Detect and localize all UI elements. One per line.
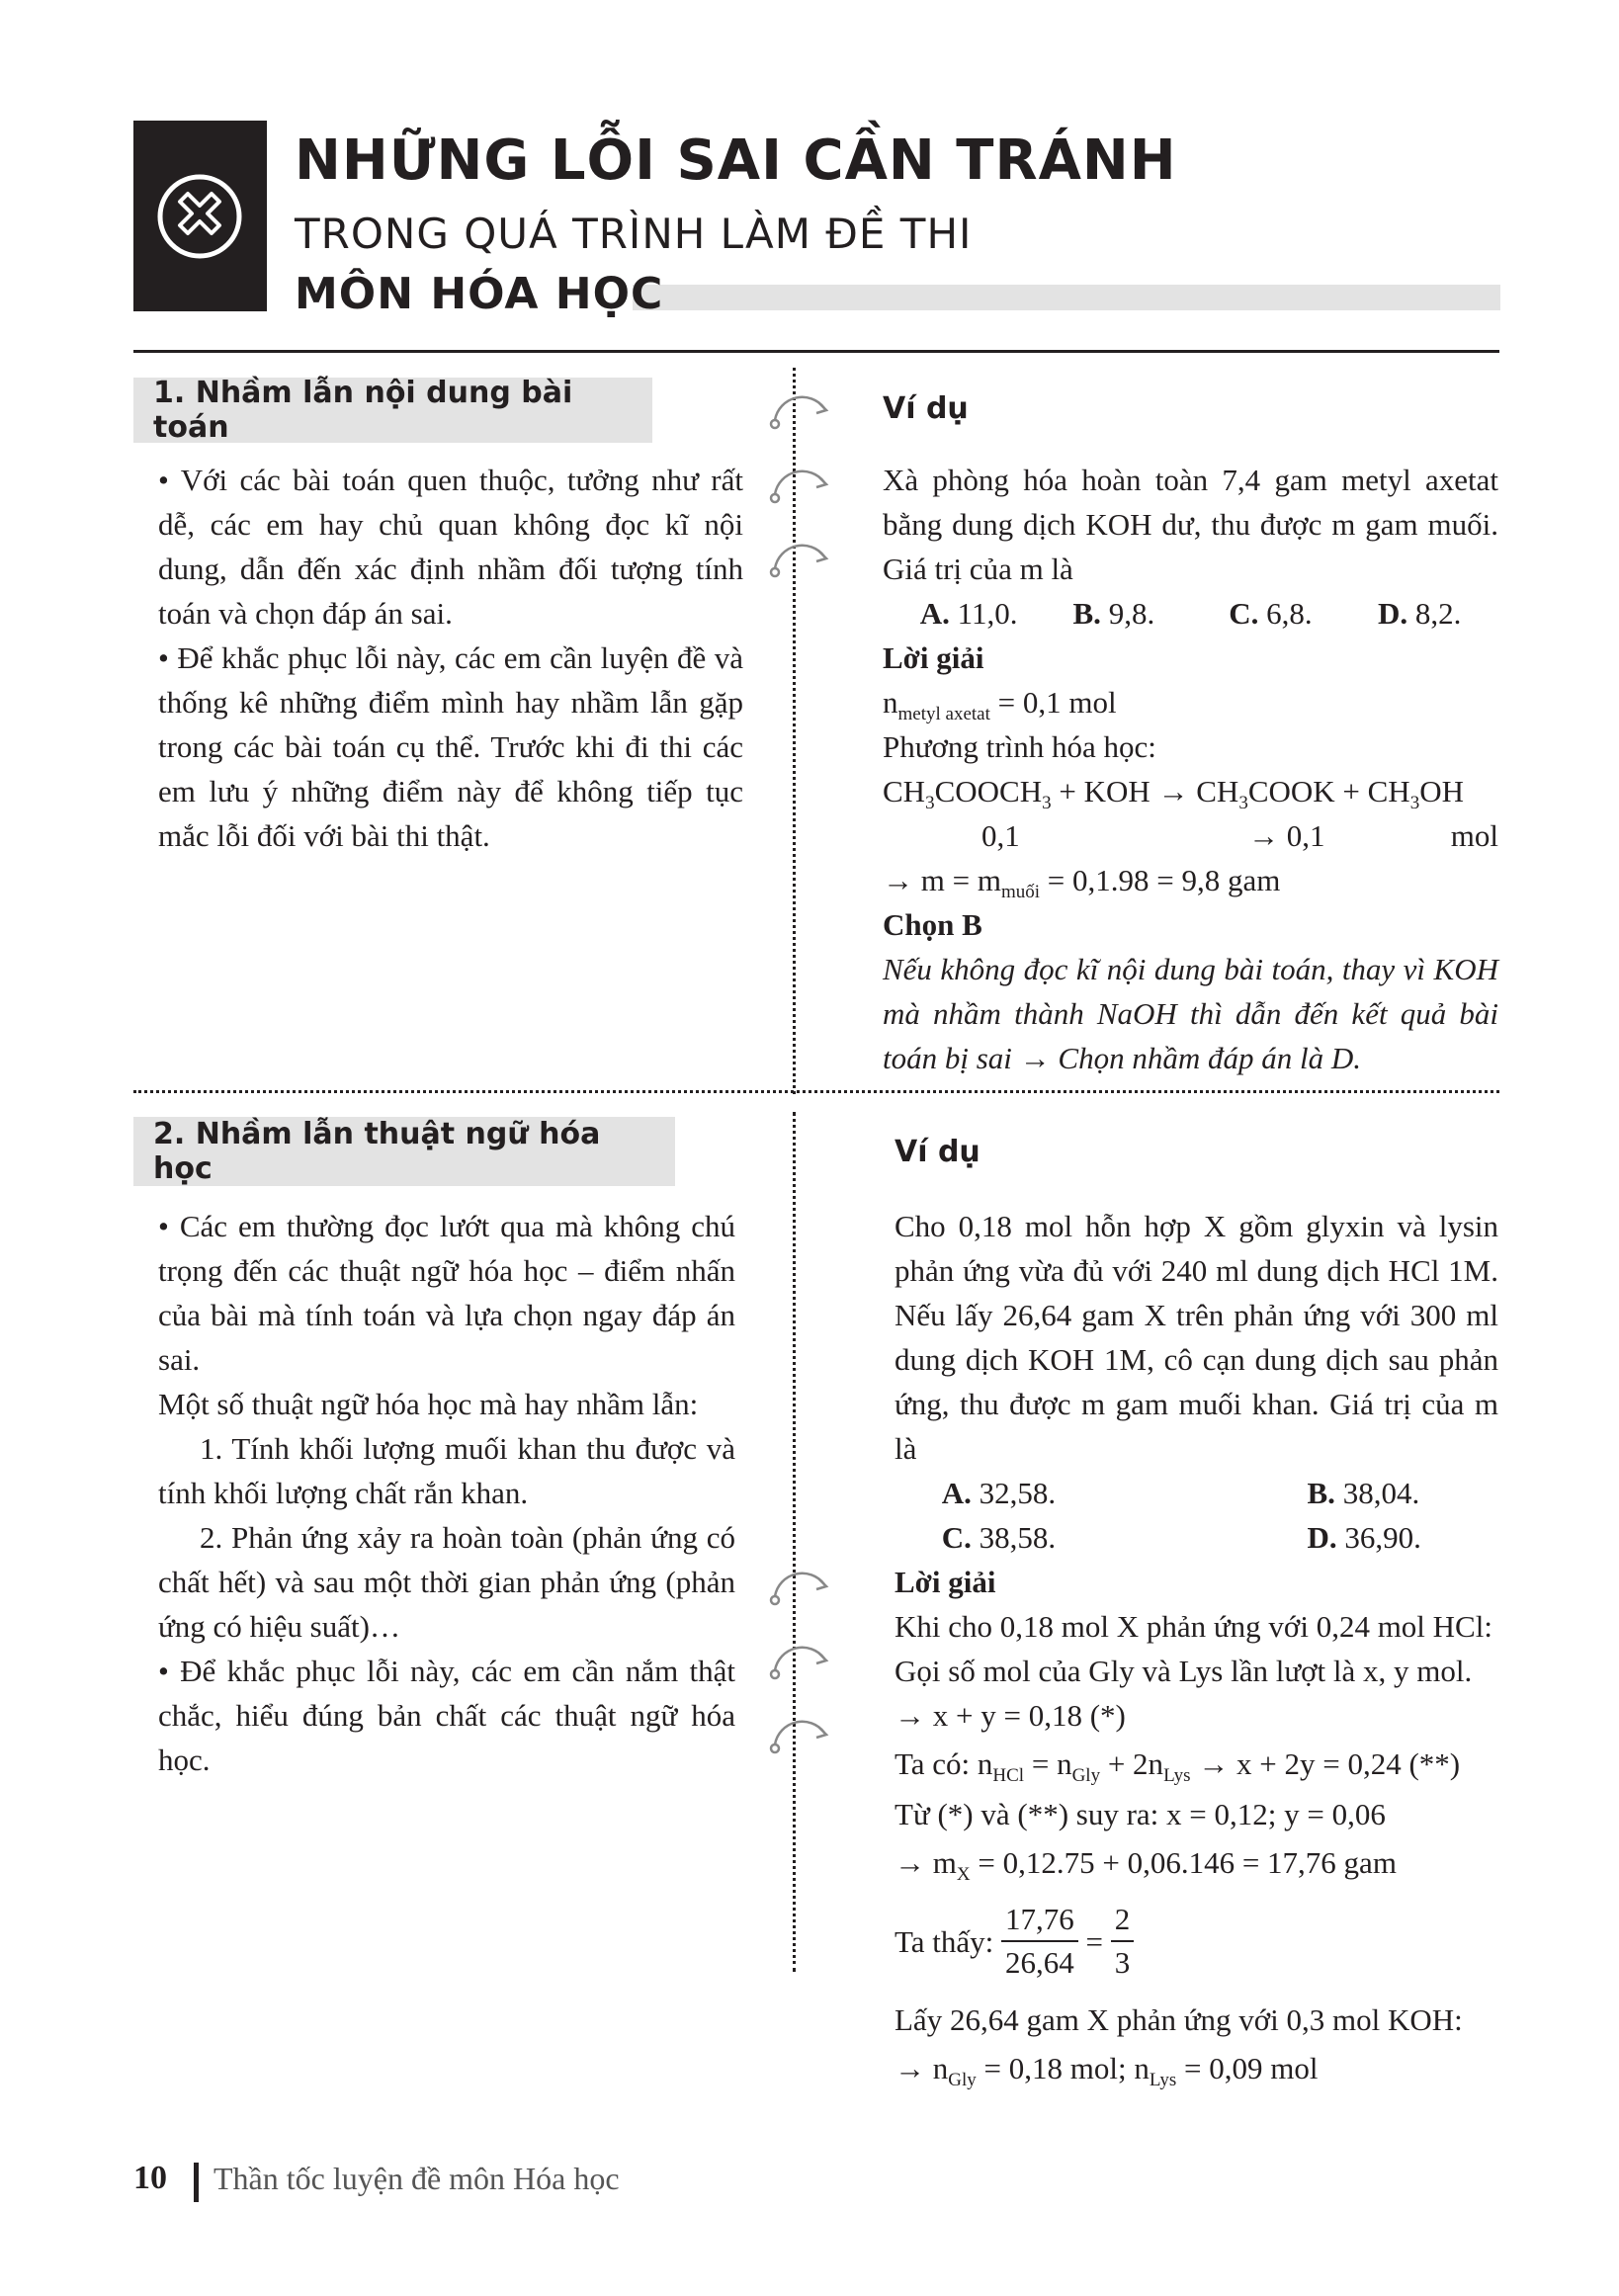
section2-text bbox=[158, 1204, 735, 1782]
example2-options-row2: C. 38,58. D. 36,90. bbox=[941, 1520, 1421, 1555]
header-subject: MÔN HÓA HỌC bbox=[295, 269, 664, 319]
example2-question: Cho 0,18 mol hỗn hợp X gồm glyxin và lysin phản ứng vừa đủ với 240 ml dung dịch HCl 1M. Nếu lấy 26,64 gam X trên phản ứng với 300 ml dung dịch KOH 1M, cô cạn dung dịch sau phản ứng, thu được m gam muối khan. Giá trị của m là bbox=[895, 1209, 1498, 1466]
page-number: 10 bbox=[133, 2160, 167, 2196]
header-icon-box bbox=[133, 121, 267, 311]
example1-title: Ví dụ bbox=[883, 391, 969, 426]
book-title: Thần tốc luyện đề môn Hóa học bbox=[213, 2161, 620, 2196]
example2-step: Gọi số mol của Gly và Lys lần lượt là x, y mol. bbox=[895, 1654, 1473, 1688]
section1-paragraph: • Với các bài toán quen thuộc, tưởng như rất dễ, các em hay chủ quan không đọc kĩ nội dung, dẫn đến xác định nhầm đối tượng tính toán và chọn đáp án sai. bbox=[158, 463, 743, 631]
section1-text bbox=[158, 458, 743, 858]
example2-solution-title: Lời giải bbox=[895, 1565, 996, 1599]
header-rule bbox=[133, 350, 1499, 353]
example2-step: → x + y = 0,18 (*) bbox=[895, 1698, 1126, 1733]
example1-moles: $n_{metyl axetat} = 0,1$ mol bbox=[883, 685, 1117, 724]
example2-options-row1: A. 32,58. B. 38,04. bbox=[941, 1476, 1420, 1510]
example1-equation: $CH_3COOCH_3$ + KOH → $CH_3COOK + CH_3OH$ bbox=[883, 774, 1464, 813]
section1-label: 1. Nhầm lẫn nội dung bài toán bbox=[133, 378, 652, 443]
column-divider bbox=[793, 1112, 796, 1972]
header-bar bbox=[633, 285, 1500, 310]
example2 bbox=[895, 1204, 1498, 2090]
section-divider bbox=[133, 1090, 1499, 1093]
section1-paragraph: • Để khắc phục lỗi này, các em cần luyện đề và thống kê những điểm mình hay nhầm lẫn gặp trong các bài toán cụ thể. Trước khi đi thi các em lưu ý những điểm này để không tiếp tục mắc lỗi đối với bài thi thật. bbox=[158, 640, 743, 853]
example2-step: Ta có: $n_{HCl} = n_{Gly} + 2n_{Lys} \to x + 2y = 0,24$ (**) bbox=[895, 1746, 1461, 1786]
section2-paragraph: • Để khắc phục lỗi này, các em cần nắm thật chắc, hiểu đúng bản chất các thuật ngữ hóa học. bbox=[158, 1654, 735, 1777]
section2-paragraph: 1. Tính khối lượng muối khan thu được và tính khối lượng chất rắn khan. bbox=[158, 1431, 735, 1510]
example1-solution-title: Lời giải bbox=[883, 640, 984, 675]
example1-question: Xà phòng hóa hoàn toàn 7,4 gam metyl axetat bằng dung dịch KOH dư, thu được m gam muối. Giá trị của m là bbox=[883, 463, 1498, 586]
example2-step: Từ (*) và (**) suy ra: x = 0,12; y = 0,06 bbox=[895, 1797, 1386, 1831]
section2-paragraph: • Các em thường đọc lướt qua mà không chú trọng đến các thuật ngữ hóa học – điểm nhấn của bài mà tính toán và lựa chọn ngay đáp án sai. bbox=[158, 1209, 735, 1377]
binder-rings bbox=[763, 381, 842, 628]
example2-title: Ví dụ bbox=[895, 1135, 980, 1169]
example1-options: A. 11,0. B. 9,8. C. 6,8. D. 8,2. bbox=[919, 596, 1462, 631]
example2-ratio: Ta thấy: $\frac{17,76}{26,64}$ = $\frac{2}{3}$ bbox=[895, 1897, 1498, 1986]
example1-result: → $m = m_{muối} = 0,1.98 = 9,8$ gam bbox=[883, 863, 1281, 902]
example1-equation-moles: 0,1 → 0,1 mol bbox=[981, 818, 1498, 853]
footer-separator bbox=[194, 2163, 199, 2202]
example2-step: Lấy 26,64 gam X phản ứng với 0,3 mol KOH: bbox=[895, 2002, 1463, 2037]
section2-label: 2. Nhầm lẫn thuật ngữ hóa học bbox=[133, 1117, 675, 1186]
example1-equation-label: Phương trình hóa học: bbox=[883, 729, 1156, 764]
example1 bbox=[883, 458, 1498, 1080]
x-circle-icon bbox=[155, 172, 244, 261]
example1-choice: Chọn B bbox=[883, 907, 982, 942]
example2-step: → $n_{Gly} = 0,18$ mol; $n_{Lys} = 0,09$ mol bbox=[895, 2051, 1319, 2090]
section2-paragraph: 2. Phản ứng xảy ra hoàn toàn (phản ứng có chất hết) và sau một thời gian phản ứng (phản ứng có hiệu suất)… bbox=[158, 1520, 735, 1644]
header-title: NHỮNG LỖI SAI CẦN TRÁNH bbox=[295, 128, 1177, 193]
example2-step: Khi cho 0,18 mol X phản ứng với 0,24 mol HCl: bbox=[895, 1609, 1492, 1644]
header-subtitle: TRONG QUÁ TRÌNH LÀM ĐỀ THI bbox=[295, 210, 973, 258]
example2-step: → $m_X = 0,12.75 + 0,06.146 = 17,76$ gam bbox=[895, 1845, 1397, 1885]
example1-note: Nếu không đọc kĩ nội dung bài toán, thay vì KOH mà nhầm thành NaOH thì dẫn đến kết quả bài toán bị sai → Chọn nhầm đáp án là D. bbox=[883, 952, 1498, 1075]
section2-paragraph: Một số thuật ngữ hóa học mà hay nhầm lẫn: bbox=[158, 1387, 699, 1421]
binder-rings bbox=[763, 1557, 842, 1804]
